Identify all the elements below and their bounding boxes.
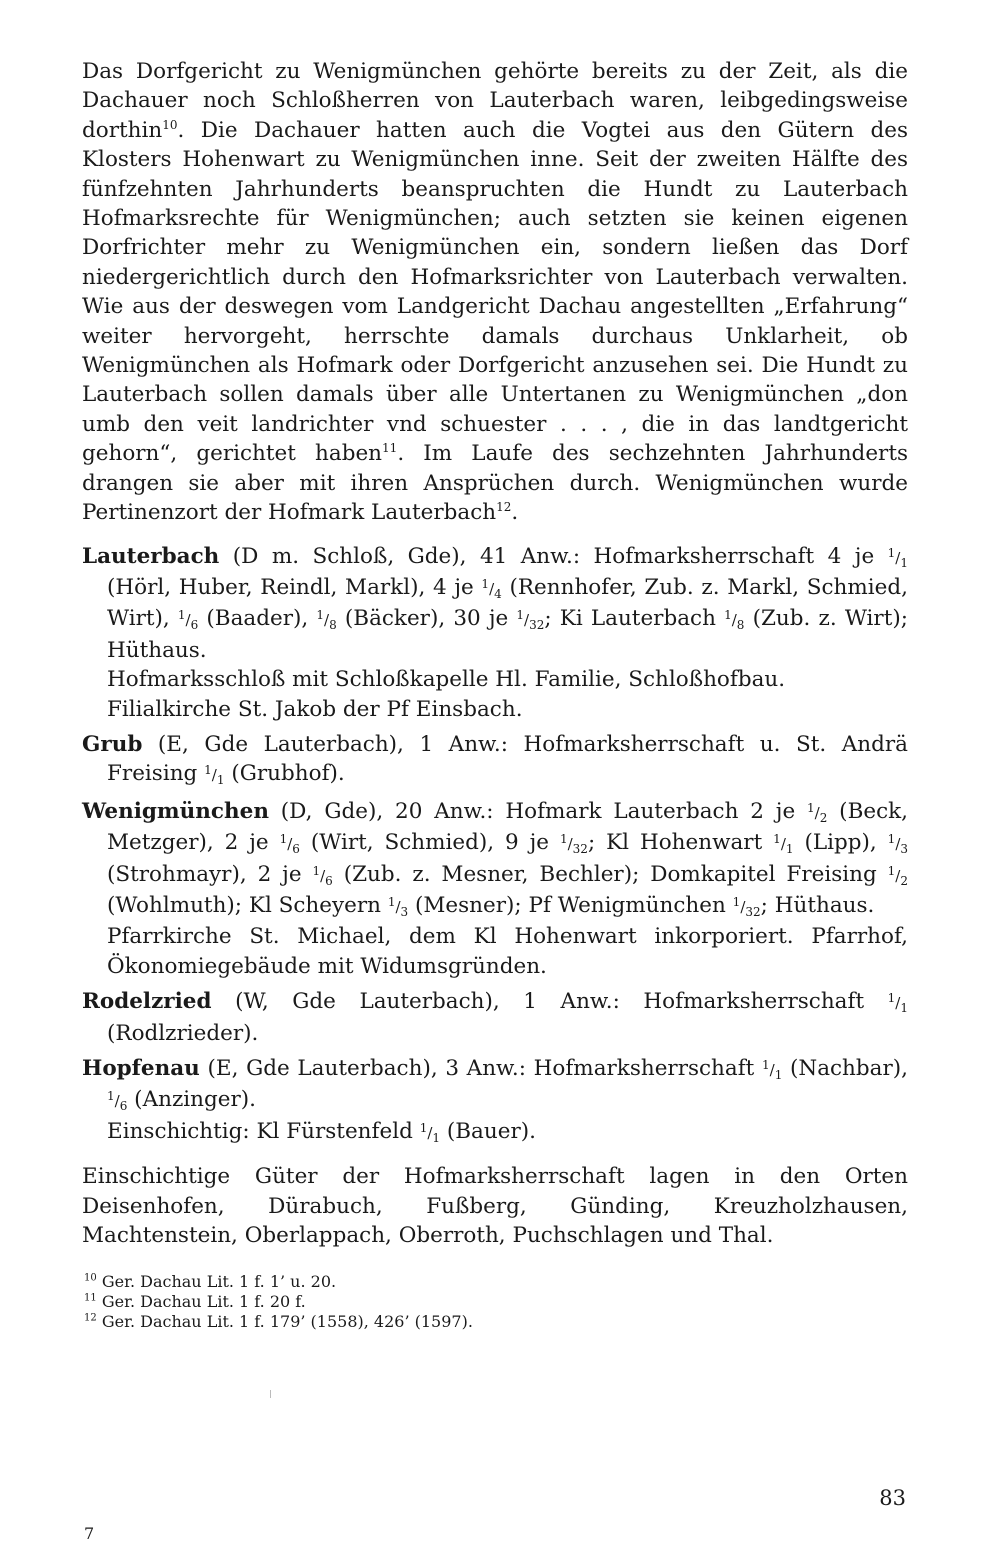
fraction: $^1/_6$ xyxy=(107,1089,128,1114)
fraction: $^1/_6$ xyxy=(279,832,300,857)
fraction: $^1/_{32}$ xyxy=(559,832,588,857)
fraction: $^1/_6$ xyxy=(177,608,199,633)
fraction: $^1/_2$ xyxy=(887,863,908,888)
entry-lauterbach-schloss: Hofmarksschloß mit Schloßkapelle Hl. Familie, Schloßhofbau. xyxy=(107,667,786,693)
page-number: 83 xyxy=(879,1486,906,1510)
footnote-11: $^{11}$ Ger. Dachau Lit. 1 f. 20 f. xyxy=(84,1292,306,1312)
page-body xyxy=(82,57,908,1332)
footnotes xyxy=(82,1272,908,1332)
fraction: $^1/_1$ xyxy=(887,991,908,1016)
footnote-ref-12[interactable]: 12 xyxy=(496,499,512,514)
intro-text-3: . Im Laufe des sechzehnten Jahrhunderts drangen sie aber mit ihren Ansprüchen durch. Wenigmünchen wurde Pertinenzort der Hofmark Lauterbach xyxy=(82,441,908,526)
footnote-ref-10[interactable]: 10 xyxy=(162,117,178,132)
closing-paragraph: Einschichtige Güter der Hofmarksherrschaft lagen in den Orten Deisenhofen, Dürabuch, Fußberg, Günding, Kreuzholzhausen, Machtenstein, Oberlappach, Oberroth, Puchschlagen und Thal. xyxy=(82,1164,908,1249)
signature-mark: 7 xyxy=(84,1524,95,1543)
fraction: $^1/_1$ xyxy=(204,763,225,788)
fraction: $^1/_1$ xyxy=(419,1120,441,1145)
entry-wenigmuenchen: Wenigmünchen (D, Gde), 20 Anw.: Hofmark Lauterbach 2 je $^1/_2$ (Beck, Metzger), 2 je $^1/_6$ (Wirt, Schmied), 9 je $^1/_{32}$; Kl Hohenwart $^1/_1$ (Lipp), $^1/_3$ (Strohmayr), 2 je $^1/_6$ (Zub. z. Mesner, Bechler); Domkapitel Freising $^1/_2$ (Wohlmuth); Kl Scheyern $^1/_3$ (Mesner); Pf Wenigmünchen $^1/_{32}$; Hüthaus. xyxy=(82,798,909,919)
entry-name: Wenigmünchen xyxy=(82,798,269,824)
intro-text-4: . xyxy=(511,500,519,526)
intro-text-1: Das Dorfgericht zu Wenigmünchen gehörte bereits zu der Zeit, als die Dachauer noch Schloßherren von Lauterbach waren, leibgedingsweise dorthin xyxy=(82,59,908,143)
entry-rodelzried: Rodelzried (W, Gde Lauterbach), 1 Anw.: Hofmarksherrschaft $^1/_1$ (Rodlzrieder). xyxy=(82,989,908,1046)
entry-lauterbach: Lauterbach (D m. Schloß, Gde), 41 Anw.: Hofmarksherrschaft 4 je $^1/_1$ (Hörl, Huber, Reindl, Markl), 4 je $^1/_4$ (Rennhofer, Zub. z. Markl, Schmied, Wirt), $^1/_6$ (Baader), $^1/_8$ (Bäcker), 30 je $^1/_{32}$; Ki Lauterbach $^1/_8$ (Zub. z. Wirt); Hüthaus. xyxy=(82,543,908,663)
fraction: $^1/_3$ xyxy=(387,894,409,919)
fraction: $^1/_1$ xyxy=(773,832,794,857)
entry-name: Hopfenau xyxy=(82,1056,200,1081)
fraction: $^1/_6$ xyxy=(312,863,333,888)
intro-text-2: . Die Dachauer hatten auch die Vogtei aus den Gütern des Klosters Hohenwart zu Wenigmünchen inne. Seit der zweiten Hälfte des fünfzehnten Jahrhunderts beanspruchten die Hundt zu Lauterbach Hofmarksrechte für Wenigmünchen; auch setzten sie keinen eigenen Dorfrichter mehr zu Wenigmünchen ein, sondern ließen das Dorf niedergerichtlich durch den Hofmarksrichter von Lauterbach verwalten. Wie aus der deswegen vom Landgericht Dachau angestellten „Erfahrung“ weiter hervorgeht, herrschte damals durchaus Unklarheit, ob Wenigmünchen als Hofmark oder Dorfgericht anzusehen sei. Die Hundt zu Lauterbach sollen damals über alle Untertanen zu Wenigmünchen „don umb den veit landrichter vnd schuester . . . , die in das landtgericht gehorn“, gerichtet haben xyxy=(82,117,908,467)
footnote-10: $^{10}$ Ger. Dachau Lit. 1 f. 1’ u. 20. xyxy=(84,1272,337,1292)
fraction: $^1/_4$ xyxy=(481,576,502,601)
intro-paragraph xyxy=(82,57,908,528)
entry-name: Lauterbach xyxy=(82,543,220,569)
footnote-12: $^{12}$ Ger. Dachau Lit. 1 f. 179’ (1558), 426’ (1597). xyxy=(84,1312,473,1332)
entry-hopfenau-einschichtig: Einschichtig: Kl Fürstenfeld $^1/_1$ (Bauer). xyxy=(107,1118,536,1145)
footnote-ref-11[interactable]: 11 xyxy=(382,441,398,456)
fraction: $^1/_3$ xyxy=(887,832,909,857)
entry-grub: Grub (E, Gde Lauterbach), 1 Anw.: Hofmarksherrschaft u. St. Andrä Freising $^1/_1$ (Grubhof). xyxy=(82,731,908,788)
entry-name: Rodelzried xyxy=(82,989,212,1015)
entry-hopfenau: Hopfenau (E, Gde Lauterbach), 3 Anw.: Hofmarksherrschaft $^1/_1$ (Nachbar), $^1/_6$ (Anzinger). xyxy=(82,1056,908,1114)
fraction: $^1/_1$ xyxy=(887,545,908,570)
fraction: $^1/_8$ xyxy=(316,608,337,633)
print-mark xyxy=(270,1390,271,1398)
fraction: $^1/_{32}$ xyxy=(516,608,545,633)
entry-wenigmuenchen-kirche: Pfarrkirche St. Michael, dem Kl Hohenwart inkorporiert. Pfarrhof, Ökonomiegebäude mit Widumsgründen. xyxy=(107,924,908,979)
entry-lauterbach-kirche: Filialkirche St. Jakob der Pf Einsbach. xyxy=(107,696,523,722)
fraction: $^1/_8$ xyxy=(724,608,745,633)
fraction: $^1/_{32}$ xyxy=(732,894,761,919)
entry-name: Grub xyxy=(82,731,143,757)
fraction: $^1/_2$ xyxy=(807,800,828,825)
fraction: $^1/_1$ xyxy=(761,1058,783,1082)
